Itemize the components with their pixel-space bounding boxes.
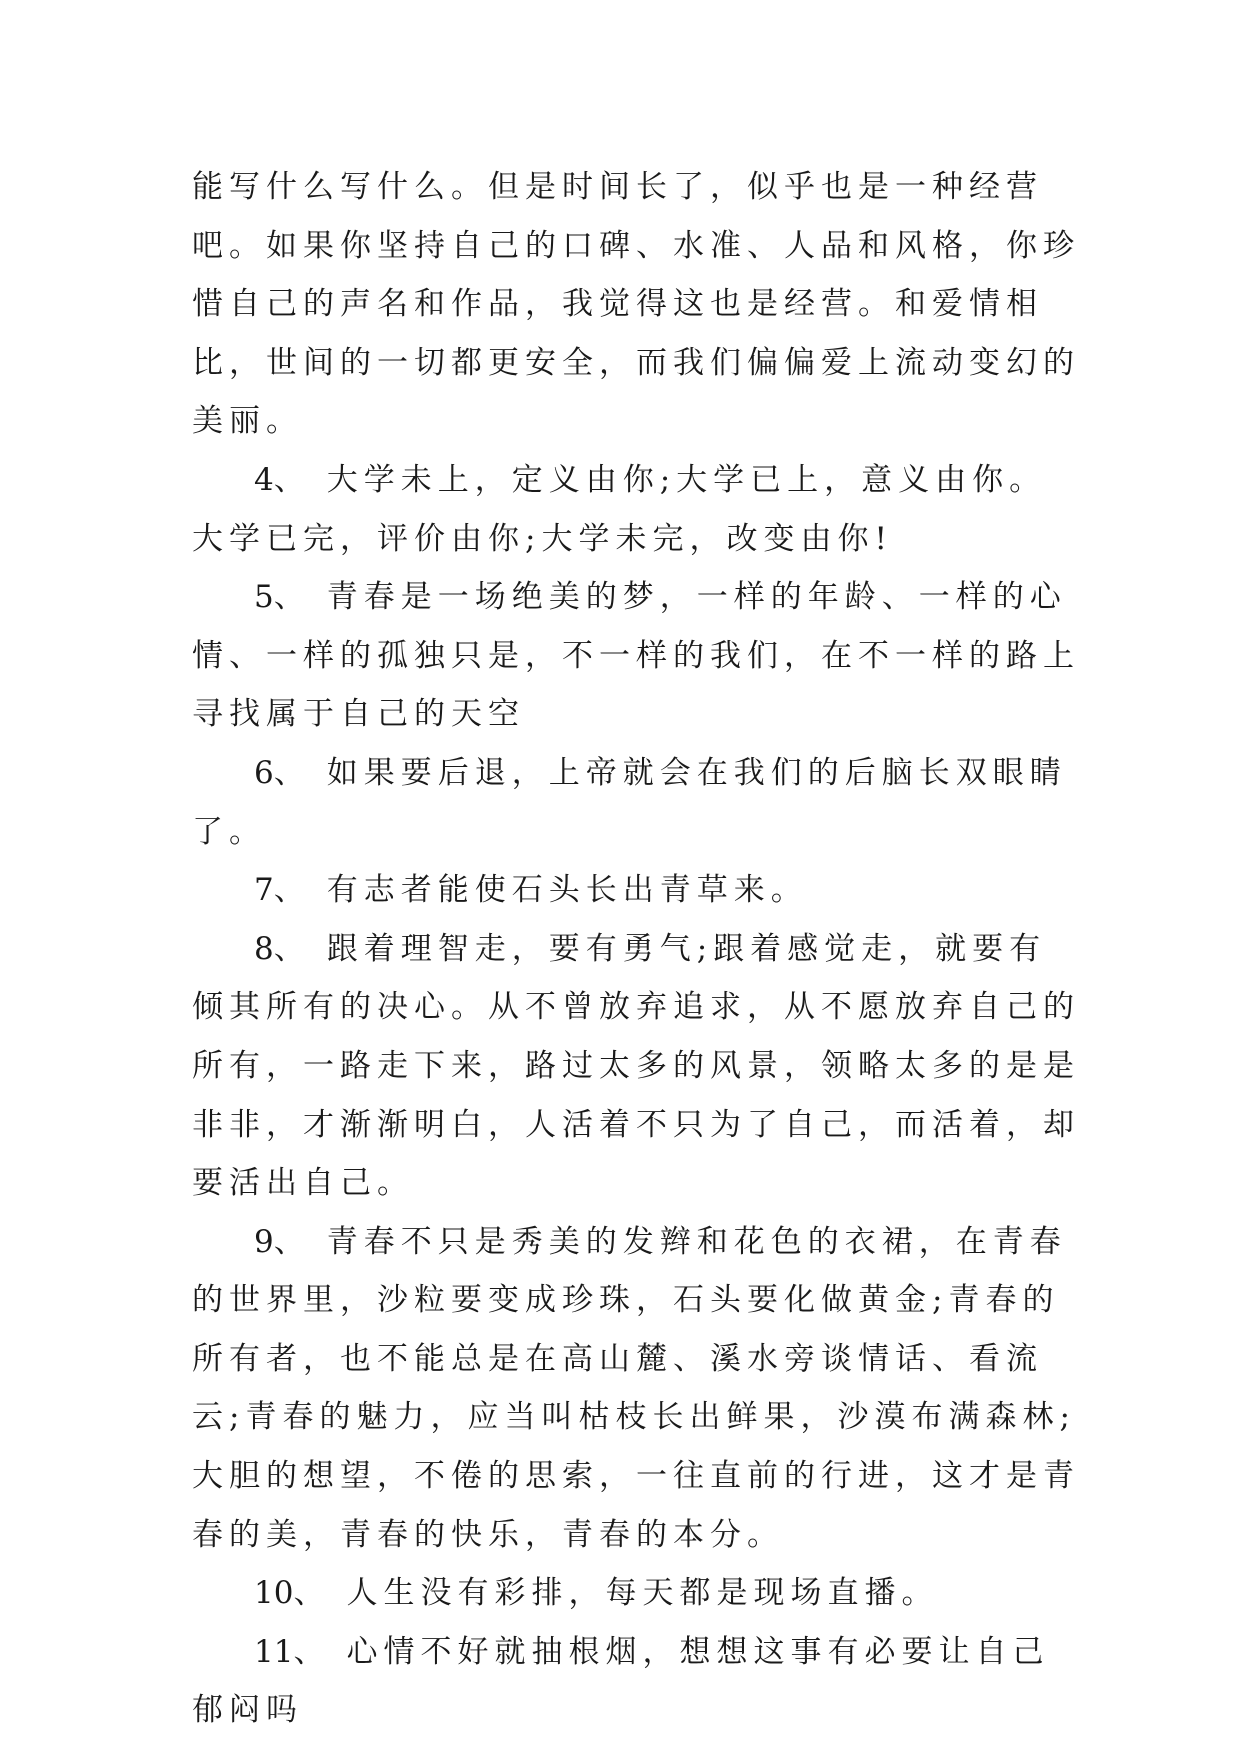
list-item: [192, 1213, 1082, 1565]
continuation-paragraph: [192, 158, 1082, 451]
item-text: 心情不好就抽根烟，想想这事有必要让自己郁闷吗: [192, 1633, 1050, 1729]
item-text: 大学未上，定义由你;大学已上，意义由你。大学已完，评价由你;大学未完，改变由你!: [192, 461, 1047, 557]
item-number: 9、: [254, 1223, 305, 1260]
item-number: 11、: [254, 1633, 325, 1670]
item-text: 青春是一场绝美的梦，一样的年龄、一样的心情、一样的孤独只是，不一样的我们，在不一样的路上寻找属于自己的天空: [192, 579, 1080, 733]
item-number: 7、: [254, 872, 305, 909]
paragraph-text: 能写什么写什么。但是时间长了，似乎也是一种经营吧。如果你坚持自己的口碑、水准、人品和风格，你珍惜自己的声名和作品，我觉得这也是经营。和爱情相比，世间的一切都更安全，而我们偏偏爱上流动变幻的美丽。: [192, 169, 1080, 440]
item-text: 青春不只是秀美的发辫和花色的衣裙，在青春的世界里，沙粒要变成珍珠，石头要化做黄金;青春的所有者，也不能总是在高山麓、溪水旁谈情话、看流云;青春的魅力，应当叫枯枝长出鲜果，沙漠布满森林;大胆的想望，不倦的思索，一往直前的行进，这才是青春的美，青春的快乐，青春的本分。: [192, 1223, 1080, 1553]
item-number: 8、: [254, 930, 305, 967]
item-number: 5、: [254, 579, 305, 616]
list-item: [192, 1623, 1082, 1740]
list-item: [192, 1564, 1082, 1623]
item-text: 跟着理智走，要有勇气;跟着感觉走，就要有倾其所有的决心。从不曾放弃追求，从不愿放弃自己的所有，一路走下来，路过太多的风景，领略太多的是是非非，才渐渐明白，人活着不只为了自己，而活着，却要活出自己。: [192, 930, 1080, 1202]
document-body: [192, 158, 1082, 1740]
item-text: 如果要后退，上帝就会在我们的后脑长双眼睛了。: [192, 754, 1067, 850]
item-number: 4、: [254, 461, 305, 498]
list-item: [192, 861, 1082, 920]
item-number: 6、: [254, 754, 305, 791]
list-item: [192, 451, 1082, 568]
list-item: [192, 920, 1082, 1213]
list-item: [192, 568, 1082, 744]
list-item: [192, 744, 1082, 861]
item-text: 有志者能使石头长出青草来。: [326, 872, 808, 909]
item-text: 人生没有彩排，每天都是现场直播。: [346, 1575, 939, 1612]
item-number: 10、: [254, 1575, 325, 1612]
